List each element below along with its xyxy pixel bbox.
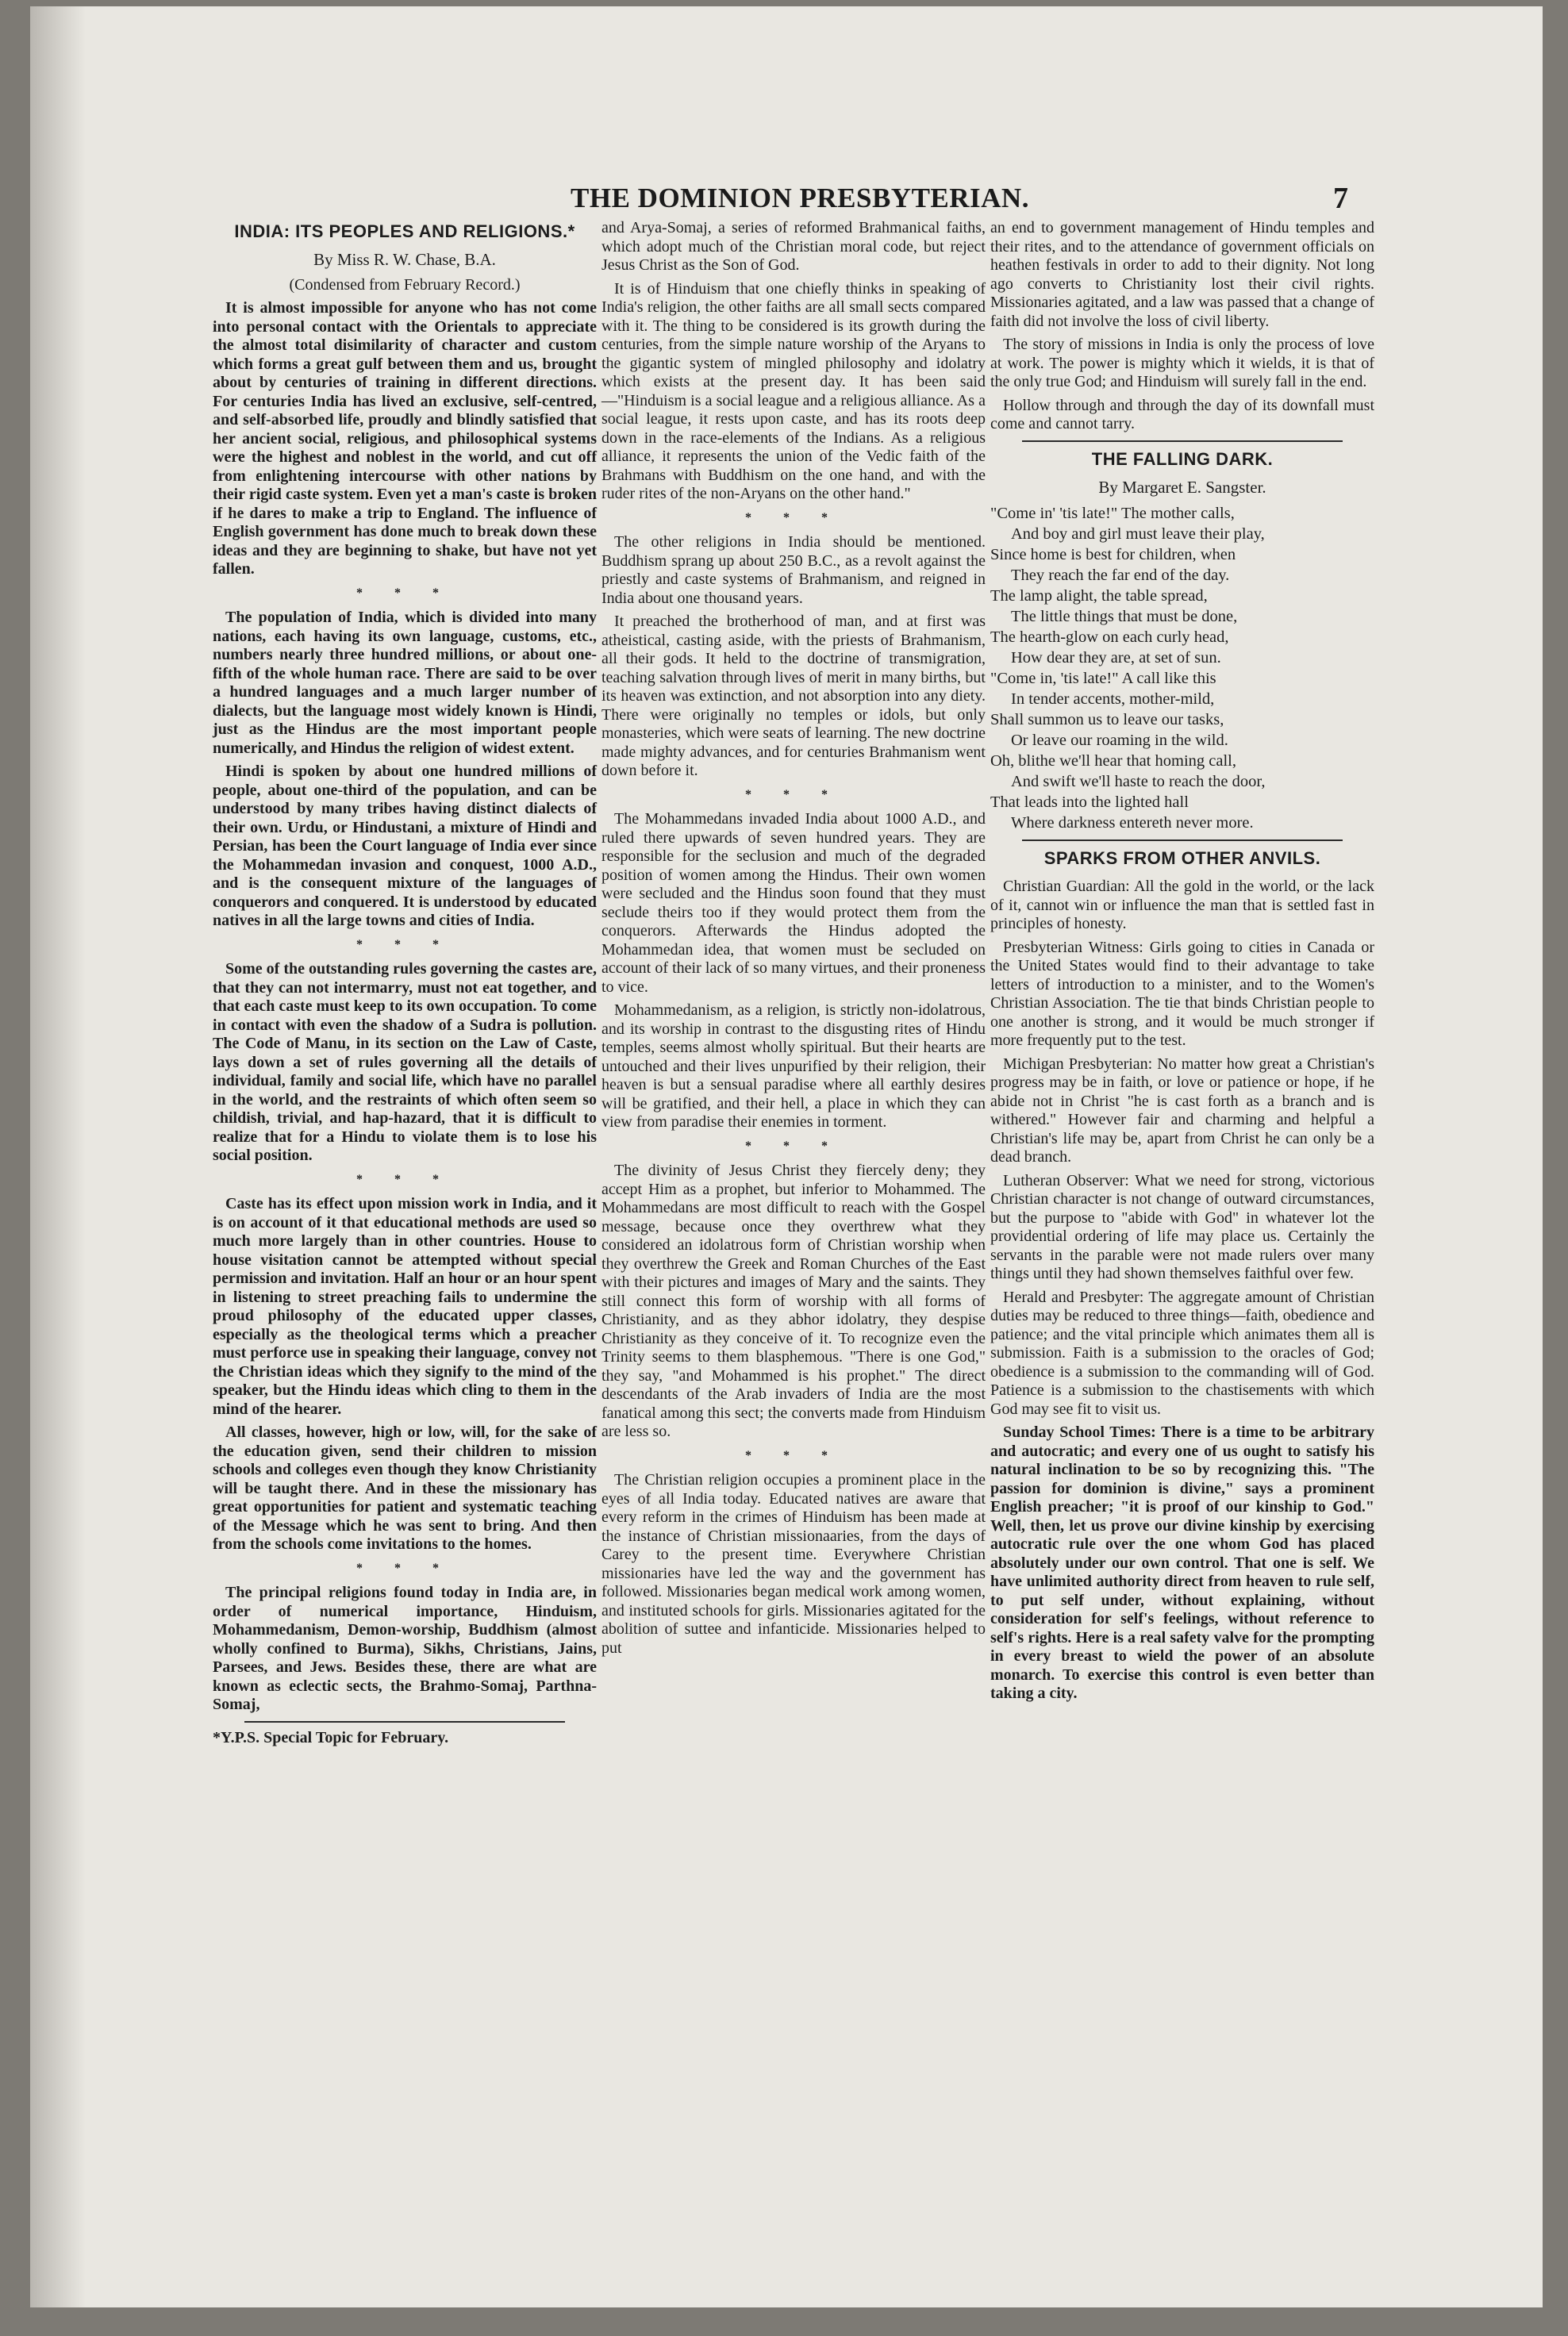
column-3 [990, 219, 1374, 1708]
paragraph: It is almost impossible for anyone who has not come into personal contact with the Orientals to appreciate the almost total disimilarity of character and custom which forms a great gulf between them and us, brought about by centuries of training in different directions. For centuries India has lived an exclusive, self-centred, and self-absorbed life, proudly and blindly satisfied that her ancient social, religious, and philosophical systems were the highest and noblest in the world, and cut off from enlightening intercourse with other nations by their rigid caste system. Even yet a man's caste is broken if he dares to make a trip to England. The influence of English government has done much to break down these ideas and they are beginning to shake, but have not yet fallen. [213, 299, 597, 578]
newspaper-page [30, 6, 1543, 2307]
binding-edge [30, 6, 86, 2307]
poem-line: They reach the far end of the day. [1011, 567, 1230, 584]
poem-line: That leads into the lighted hall [990, 793, 1189, 811]
paragraph: The population of India, which is divided into many nations, each having its own language, customs, etc., numbers nearly three hundred millions, or about one-fifth of the whole human race. There are said to be over a hundred languages and a much larger number of dialects, but the language most widely known is Hindi, just as the Hindus are the most important people numerically, and Hindus the religion of widest extent. [213, 609, 597, 757]
poem-line: Shall summon us to leave our tasks, [990, 711, 1224, 728]
paragraph: The story of missions in India is only the process of love at work. The power is mighty which it wields, it is that of the only true God; and Hinduism will surely fall in the end. [990, 336, 1374, 390]
poem-line: Oh, blithe we'll hear that homing call, [990, 752, 1236, 770]
article-title: INDIA: ITS PEOPLES AND RELIGIONS.* [234, 221, 575, 241]
poem-title: THE FALLING DARK. [1091, 448, 1274, 469]
divider [1022, 840, 1343, 841]
poem-line: "Come in' 'tis late!" The mother calls, [990, 505, 1235, 522]
poem-line: In tender accents, mother-mild, [1011, 690, 1215, 708]
paragraph: Presbyterian Witness: Girls going to cities in Canada or the United States would find to their advantage to take letters of introduction to a minister, and to the Women's Christian Association. The tie that binds Christian people to one another is strong, and it would be much stronger if more frequently put to the test. [990, 938, 1374, 1049]
paragraph: Christian Guardian: All the gold in the world, or the lack of it, cannot win or influence the man that is settled fast in principles of honesty. [990, 878, 1374, 932]
section-break: * * * [745, 787, 842, 801]
paragraph: Hindi is spoken by about one hundred millions of people, about one-third of the population, and can be understood by many tribes having distinct dialects of their own. Urdu, or Hindustani, a mixture of Hindi and Persian, has been the Court language of India ever since the Mohammedan invasion and conquest, 1000 A.D., and is the consequent mixture of the languages of conquerors and conquered. It is understood by educated natives in all the large towns and cities of India. [213, 763, 597, 929]
divider [1022, 440, 1343, 442]
poem-line: The hearth-glow on each curly head, [990, 628, 1229, 646]
paragraph: The other religions in India should be mentioned. Buddhism sprang up about 250 B.C., as a revolt against the priestly and caste systems of Brahmanism, and reigned in India about one thousand years. [601, 533, 986, 607]
paragraph: Hollow through and through the day of its downfall must come and cannot tarry. [990, 396, 1374, 432]
paragraph: an end to government management of Hindu temples and their rites, and to the attendance of government officials on heathen festivals in order to add to their dignity. Not long ago converts to Christianity lost their civil rights. Missionaries agitated, and a law was passed that a change of faith did not involve the loss of civil liberty. [990, 219, 1374, 330]
article-source-note: (Condensed from February Record.) [289, 275, 521, 294]
section-title: SPARKS FROM OTHER ANVILS. [1043, 848, 1321, 868]
paragraph: Some of the outstanding rules governing the castes are, that they can not intermarry, must not eat together, and that each caste must keep to its own occupation. To come in contact with even the shadow of a Sudra is pollution. The Code of Manu, in its section on the Law of Caste, lays down a set of rules governing all the details of individual, family and social life, which have no parallel in the world, and the restraints of which often seem so childish, trivial, and hap-hazard, that it is difficult to realize that for a Hindu to violate them is to lose his social position. [213, 960, 597, 1164]
article-byline: By Miss R. W. Chase, B.A. [313, 250, 496, 269]
poem-byline: By Margaret E. Sangster. [1098, 477, 1266, 497]
footnote: *Y.P.S. Special Topic for February. [213, 1728, 449, 1746]
poem-line: Since home is best for children, when [990, 546, 1236, 563]
poem-line: The little things that must be done, [1011, 608, 1238, 625]
section-break: * * * [745, 1139, 842, 1153]
poem-line: How dear they are, at set of sun. [1011, 649, 1221, 667]
poem-line: "Come in, 'tis late!" A call like this [990, 670, 1216, 687]
paragraph: Sunday School Times: There is a time to be arbitrary and autocratic; and every one of us ought to satisfy his natural inclination to be so by recognizing this. "The passion for dominion is divine," says a prominent English preacher; "it is proof of our kinship to God." Well, then, let us prove our divine kinship by exercising autocratic rule over the one whom God has placed absolutely under our own control. That one is self. We have unlimited authority direct from heaven to rule self, to put self under, without explaining, without consideration for self's feelings, without reference to self's rights. Here is a real safety valve for the prompting in every breast to wield the power of an absolute monarch. To exercise this control is even better than taking a city. [990, 1424, 1374, 1702]
page-header-title: THE DOMINION PRESBYTERIAN. [571, 182, 1029, 213]
paragraph: It is of Hinduism that one chiefly thinks in speaking of India's religion, the other faiths are all small sects compared with it. The thing to be considered is its growth during the centuries, from the simple nature worship of the Aryans to the gigantic system of mingled philosophy and idolatry which exists at the present day. It has been said—"Hinduism is a social league and a religious alliance. As a social league, it rests upon caste, and has its roots deep down in the race-elements of the Indians. As a religious alliance, it represents the union of the Vedic faith of the Brahmans with Buddhism on the one hand, and with the ruder rites of the non-Aryans on the other hand." [601, 279, 986, 502]
section-break: * * * [745, 510, 842, 524]
paragraph: It preached the brotherhood of man, and at first was atheistical, casting aside, with the priests of Brahmanism, all their gods. It held to the doctrine of transmigration, teaching salvation through lives of merit in many births, but its heaven was extinction, and not absorption into any diety. There were originally no temples or idols, but only monasteries, which were seats of learning. The new doctrine made mighty advances, and for centuries Brahmanism went down before it. [601, 613, 986, 779]
paragraph: Herald and Presbyter: The aggregate amount of Christian duties may be reduced to three things—faith, obedience and patience; and the vital principle which animates them all is submission. Faith is a submission to the oracles of God; obedience is a submission to the commanding will of God. Patience is a submission to the chastisements with which God may see fit to visit us. [990, 1288, 1374, 1418]
paragraph: Lutheran Observer: What we need for strong, victorious Christian character is not change of outward circumstances, but the purpose to "abide with God" in whatever lot the providential ordering of life may place us. Certainly the servants in the parable were not made rulers over many things until they had shown themselves faithful over few. [990, 1171, 1374, 1282]
divider [244, 1721, 565, 1723]
paragraph: The Mohammedans invaded India about 1000 A.D., and ruled there upwards of seven hundred years. They are responsible for the seclusion and much of the degraded position of women among the Hindus. Their own women were secluded and the Hindus soon found that they must seclude theirs too if they would protect them from the conquerors. Afterwards the Hindus adopted the Mohammedan idea, that women must be secluded on account of their lack of so many virtues, and their proneness to vice. [601, 810, 986, 996]
poem-line: The lamp alight, the table spread, [990, 587, 1208, 605]
paragraph: Mohammedanism, as a religion, is strictly non-idolatrous, and its worship in contrast to the disgusting rites of Hindu temples, seems almost wholly spiritual. But their hearts are untouched and their lives unpurified by their religion, their heaven is but a sensual paradise where all earthly desires will be gratified, and their hell, a place in which they can view from paradise their enemies in torment. [601, 1001, 986, 1131]
paragraph: All classes, however, high or low, will, for the sake of the education given, send their children to mission schools and colleges even though they know Christianity will be taught there. And in these the missionary has great opportunities for patient and systematic teaching of the Message which he was sent to bring. And then from the schools come invitations to the homes. [213, 1424, 597, 1553]
poem-line: And swift we'll haste to reach the door, [1011, 773, 1266, 790]
poem-line: Or leave our roaming in the wild. [1011, 732, 1228, 749]
paragraph: and Arya-Somaj, a series of reformed Brahmanical faiths, which adopt much of the Christian moral code, but reject Jesus Christ as the Son of God. [601, 219, 986, 274]
paragraph: The Christian religion occupies a prominent place in the eyes of all India today. Educated natives are aware that every reform in the crimes of Hinduism has been made at the instance of Christian missionaaries, from the days of Carey to the present time. Everywhere Christian missionaries have led the way and the government has followed. Missionaries began medical work among women, and instituted schools for girls. Missionaries agitated for the abolition of suttee and infanticide. Missionaries helped to put [601, 1471, 986, 1657]
poem [990, 503, 1374, 833]
section-break: * * * [356, 586, 453, 600]
section-break: * * * [356, 1172, 453, 1186]
paragraph: The principal religions found today in India are, in order of numerical importance, Hinduism, Mohammedanism, Demon-worship, Buddhism (almost wholly confined to Burma), Sikhs, Christians, Jains, Parsees, and Jews. Besides these, there are what are known as eclectic sects, the Brahmo-Somaj, Parthna-Somaj, [213, 1584, 597, 1713]
paragraph: Michigan Presbyterian: No matter how great a Christian's progress may be in faith, or love or patience or hope, if he abide not in Christ "he is cast forth as a branch and is withered." However fair and charming and helpful a Christian's life may be, apart from Christ he can only be a dead branch. [990, 1055, 1374, 1166]
section-break: * * * [356, 1561, 453, 1575]
section-break: * * * [356, 937, 453, 951]
poem-line: And boy and girl must leave their play, [1011, 525, 1265, 543]
section-break: * * * [745, 1448, 842, 1462]
paragraph: Caste has its effect upon mission work in India, and it is on account of it that educational methods are used so much more largely than in other countries. House to house visitation cannot be attempted without special permission and invitation. Half an hour or an hour spent in listening to street preaching fails to undermine the proud philosophy of the educated upper classes, especially as the theological terms which a preacher must perforce use in speaking their language, convey not the Christian ideas which they signify to the mind of the speaker, but the Hindu ideas which cling to them in the mind of the hearer. [213, 1195, 597, 1418]
poem-line: Where darkness entereth never more. [1011, 814, 1254, 832]
column-1 [213, 221, 597, 1747]
paragraph: The divinity of Jesus Christ they fiercely deny; they accept Him as a prophet, but inferior to Mohammed. The Mohammedans are most difficult to reach with the Gospel message, because once they overthrew what they considered an idolatrous form of Christian worship when they overthrew the Greek and Roman Churches of the East with their pictures and images of Mary and the saints. They still connect this form of worship with all forms of Christianity, and as they abhor idolatry, they despise Christianity as they conceive of it. To recognize even the Trinity seems to them blasphemous. "There is one God," they say, "and Mohammed is his prophet." The direct descendants of the Arab invaders of India are the most fanatical among this sect; the converts made from Hinduism are less so. [601, 1162, 986, 1440]
column-2 [601, 219, 986, 1662]
page-number: 7 [1333, 182, 1348, 215]
